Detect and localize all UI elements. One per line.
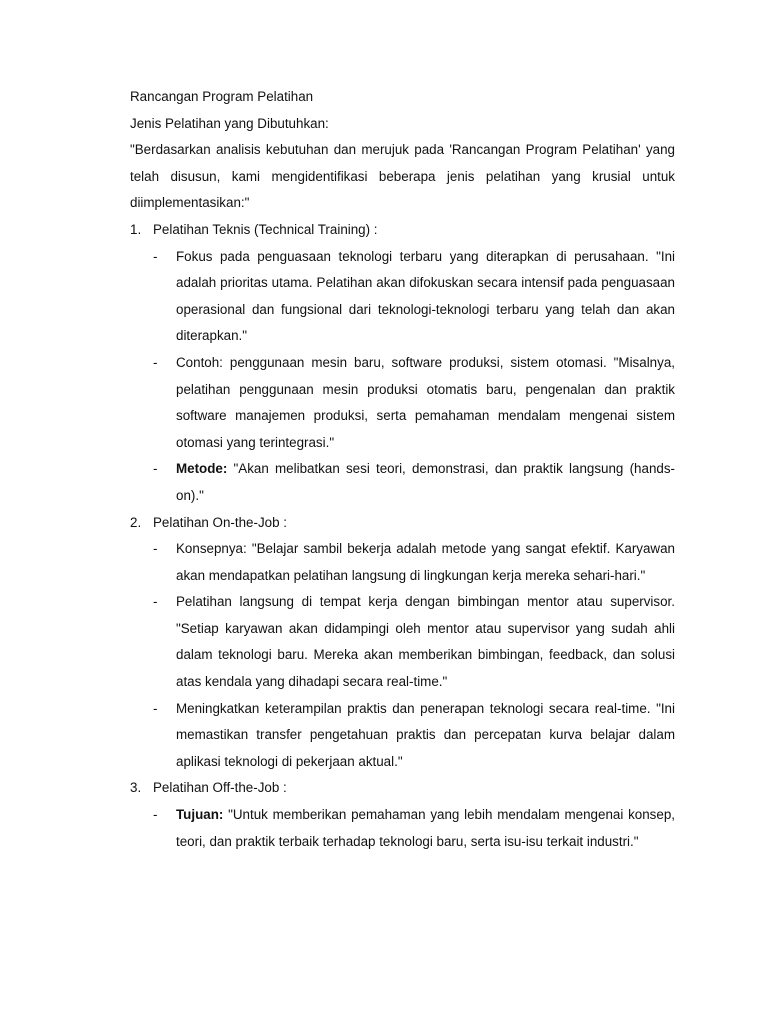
document-subtitle: Jenis Pelatihan yang Dibutuhkan: <box>130 115 329 131</box>
section-off-the-job <box>130 775 675 855</box>
bullet-label: Tujuan: <box>176 807 224 823</box>
section-heading-text: Pelatihan Teknis (Technical Training) : <box>153 221 378 237</box>
list-item <box>130 536 675 589</box>
document-page <box>130 84 675 855</box>
bullet-text: Meningkatkan keterampilan praktis dan penerapan teknologi secara real-time. "Ini memastikan transfer pengetahuan praktis dan percepatan kurva belajar dalam aplikasi teknologi di pekerjaan aktual." <box>176 700 675 769</box>
list-item <box>130 589 675 695</box>
section-heading-text: Pelatihan Off-the-Job : <box>153 780 287 796</box>
section-number: 3. <box>130 780 142 796</box>
bullet-list <box>130 802 675 855</box>
section-heading <box>130 775 675 802</box>
section-on-the-job <box>130 510 675 776</box>
bullet-list <box>130 244 675 510</box>
bullet-text: Fokus pada penguasaan teknologi terbaru yang diterapkan di perusahaan. "Ini adalah prioritas utama. Pelatihan akan difokuskan secara intensif pada penguasaan operasional dan fungsional dari teknologi-teknologi terbaru yang telah dan akan diterapkan." <box>176 248 675 344</box>
dash-marker: - <box>153 541 158 557</box>
bullet-text: "Untuk memberikan pemahaman yang lebih mendalam mengenai konsep, teori, dan praktik terbaik terhadap teknologi baru, serta isu-isu terkait industri." <box>176 807 675 849</box>
list-item <box>130 350 675 456</box>
section-technical-training <box>130 217 675 510</box>
bullet-text: "Akan melibatkan sesi teori, demonstrasi, dan praktik langsung (hands-on)." <box>176 461 675 503</box>
dash-marker: - <box>153 461 158 477</box>
list-item <box>130 244 675 350</box>
list-item <box>130 696 675 776</box>
dash-marker: - <box>153 594 158 610</box>
section-heading <box>130 217 675 244</box>
dash-marker: - <box>153 248 158 264</box>
list-item <box>130 802 675 855</box>
dash-marker: - <box>153 807 158 823</box>
section-number: 1. <box>130 221 142 237</box>
intro-paragraph: "Berdasarkan analisis kebutuhan dan merujuk pada 'Rancangan Program Pelatihan' yang telah disusun, kami mengidentifikasi beberapa jenis pelatihan yang krusial untuk diimplementasikan:" <box>130 142 675 211</box>
dash-marker: - <box>153 354 158 370</box>
section-number: 2. <box>130 514 142 530</box>
bullet-text: Pelatihan langsung di tempat kerja dengan bimbingan mentor atau supervisor. "Setiap karyawan akan didampingi oleh mentor atau supervisor yang sudah ahli dalam teknologi baru. Mereka akan memberikan bimbingan, feedback, dan solusi atas kendala yang dihadapi secara real-time." <box>176 594 675 690</box>
document-title: Rancangan Program Pelatihan <box>130 89 314 104</box>
list-item <box>130 456 675 509</box>
bullet-list <box>130 536 675 775</box>
section-heading-text: Pelatihan On-the-Job : <box>153 514 287 530</box>
dash-marker: - <box>153 700 158 716</box>
section-heading <box>130 510 675 537</box>
bullet-text: Konsepnya: "Belajar sambil bekerja adalah metode yang sangat efektif. Karyawan akan mendapatkan pelatihan langsung di lingkungan kerja mereka sehari-hari." <box>176 541 675 583</box>
bullet-text: Contoh: penggunaan mesin baru, software produksi, sistem otomasi. "Misalnya, pelatihan penggunaan mesin produksi otomatis baru, pengenalan dan praktik software manajemen produksi, serta pemahaman mendalam mengenai sistem otomasi yang terintegrasi." <box>176 354 675 450</box>
bullet-label: Metode: <box>176 461 228 477</box>
